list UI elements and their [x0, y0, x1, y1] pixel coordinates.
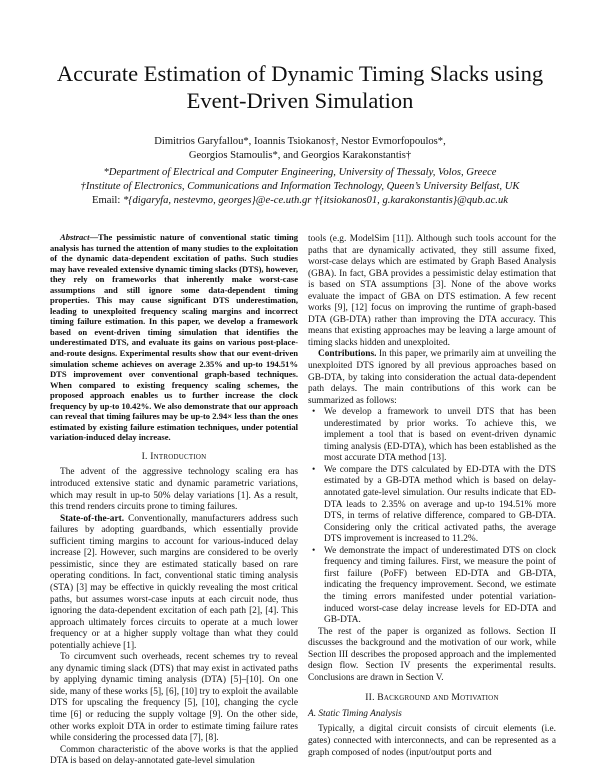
- list-item: • We demonstrate the impact of underestimated DTS on clock frequency and timing failures. First, we measure the point of first failure (PoFF) between ED-DTA and GB-DTA, indicating the frequency improvement. Second, we estimate the timing errors manifested under potential variation-induced worst-case delay increase levels for ED-DTA and GB-DTA.: [324, 546, 556, 627]
- email-addresses: *{digaryfa, nestevmo, georges}@e-ce.uth.gr †{itsiokanos01, g.karakonstantis}@qub.ac.uk: [122, 195, 508, 206]
- affiliation-qub: †Institute of Electronics, Communications and Information Technology, Queen’s University Belfast, UK: [80, 180, 520, 192]
- subsection-heading-sta: A. Static Timing Analysis: [308, 708, 402, 719]
- contributions-text: In this paper, we primarily aim at unveiling the unexploited DTS ignored by all previous approaches based on GB-DTA, by taking into consideration the actual data-dependent path delays. The main contributions of this work can be summarized as follows:: [308, 349, 556, 406]
- intro-paragraph-3: To circumvent such overheads, recent schemes try to reveal any dynamic timing slack (DTS) that may exist in activated paths by applying dynamic timing analysis (DTA) [5]–[10]. On one side, many of these works [5], [6], [10] try to exploit the available DTS for upscaling the frequency [5], [10], changing the cycle time [6] or reducing the supply voltage [9]. On the other side, other works exploit DTA in order to estimate timing failure rates while considering the processed data [7], [8].: [50, 652, 298, 744]
- intro-paragraph-2: [50, 514, 298, 653]
- authors-line-1: Dimitrios Garyfallou*, Ioannis Tsiokanos†, Nestor Evmorfopoulos*,: [154, 136, 446, 147]
- organization-paragraph: The rest of the paper is organized as follows. Section II discusses the background and the motivation of our work, while Section III describes the proposed approach and the implemented design flow. Section IV presents the experimental results. Conclusions are drawn in Section V.: [308, 626, 556, 683]
- sta-paragraph: Typically, a digital circuit consists of circuit elements (i.e. gates) connected with interconnects, and can be represented as a graph composed of nodes (input/output ports and: [308, 724, 556, 758]
- paper-title: Accurate Estimation of Dynamic Timing Slacks using Event-Driven Simulation: [56, 61, 544, 113]
- list-item: • We compare the DTS calculated by ED-DTA with the DTS estimated by a GB-DTA method which is based on delay-annotated gate-level simulation. Our results indicate that ED-DTA leads to 2.35% on average and up-to 194.51% more DTS, in terms of relative difference, compared to GB-DTA. Considering only the critical activated paths, the average DTS improvement is increased to 11.2%.: [324, 465, 556, 546]
- intro-paragraph-1: The advent of the aggressive technology scaling era has introduced extensive static and dynamic parametric variations, which may result in up-to 50% delay variations [1]. As a result, this trend renders circuits prone to timing failures.: [50, 467, 298, 513]
- left-column: [50, 232, 298, 768]
- right-column: [308, 234, 556, 759]
- email-line: [30, 194, 570, 208]
- author-list: [40, 135, 560, 162]
- intro-paragraph-2-text: Conventionally, manufacturers address such failures by adopting guardbands, which essentially provide sufficient timing margins to account for various-induced delay increase [2]. However, such margins are considered to be overly pessimistic, since they are estimated statically based on rare operating conditions. In fact, conventional static timing analysis (STA) [3] may be effective in quickly revealing the most critical paths, but assumes worst-case inputs at each circuit node, thus ignoring the data-dependent excitation of each path [2], [4]. This approach ultimately forces circuits to operate at a much lower frequency or at a higher supply voltage than what they could potentially achieve [1].: [50, 513, 298, 651]
- contribution-list: [308, 407, 556, 626]
- abstract: [50, 232, 298, 443]
- intro-paragraph-4: Common characteristic of the above works is that the applied DTA is based on delay-annotated gate-level simulation: [50, 744, 298, 767]
- right-paragraph-1: tools (e.g. ModelSim [11]). Although such tools account for the paths that are dynamically activated, they still assume fixed, worst-case delays which are estimated by Graph Based Analysis (GBA). In fact, GBA provides a pessimistic delay estimation that is based on STA assumptions [3]. None of the above works evaluate the impact of GBA on DTS estimation. A few recent works [9], [12] focus on improving the runtime of graph-based DTA (GB-DTA) rather than improving the DTA accuracy. This means that existing approaches may be leaving a large amount of timing slacks hidden and unexploited.: [308, 234, 556, 348]
- section-heading-background: II. Background and Motivation: [365, 692, 499, 704]
- abstract-text: —The pessimistic nature of conventional static timing analysis has turned the attention of many studies to the exploitation of the dynamic data-dependent excitation of paths. Such studies may have revealed extensive dynamic timing slacks (DTS), however, they rely on frameworks that inherently make worst-case assumptions and still ignore some data-dependent timing properties. This may cause significant DTS underestimation, leading to unexploited frequency scaling margins and incorrect timing failure estimation. In this paper, we develop a framework based on event-driven timing simulation that identifies the underestimated DTS, and evaluate its gains on various post-place-and-route designs. Experimental results show that our event-driven simulation scheme achieves on average 2.35% and up-to 194.51% DTS improvement over conventional graph-based techniques. When compared to existing frequency scaling schemes, the proposed approach enables us to further increase the clock frequency by up-to 10.42%. We also demonstrate that our approach can reveal that timing failures may be up-to 2.94× less than the ones estimated by existing failure estimation techniques, under potential variation-induced delay increase.: [50, 232, 298, 443]
- affiliation-uth: *Department of Electrical and Computer Engineering, University of Thessaly, Volos, Greece: [103, 167, 497, 178]
- list-item: • We develop a framework to unveil DTS that has been underestimated by prior works. To achieve this, we implement a tool that is based on event-driven dynamic timing analysis (ED-DTA), which has been established as the most accurate DTA method [13].: [324, 407, 556, 465]
- email-label: Email:: [92, 195, 123, 206]
- contributions-paragraph: [308, 349, 556, 407]
- runin-state-of-the-art: State-of-the-art.: [60, 513, 125, 524]
- section-heading-introduction: I. Introduction: [141, 450, 207, 462]
- runin-contributions: Contributions.: [318, 349, 377, 360]
- authors-line-2: Georgios Stamoulis*, and Georgios Karakonstantis†: [188, 149, 412, 161]
- abstract-label: Abstract: [60, 232, 90, 242]
- affiliations: [30, 166, 570, 193]
